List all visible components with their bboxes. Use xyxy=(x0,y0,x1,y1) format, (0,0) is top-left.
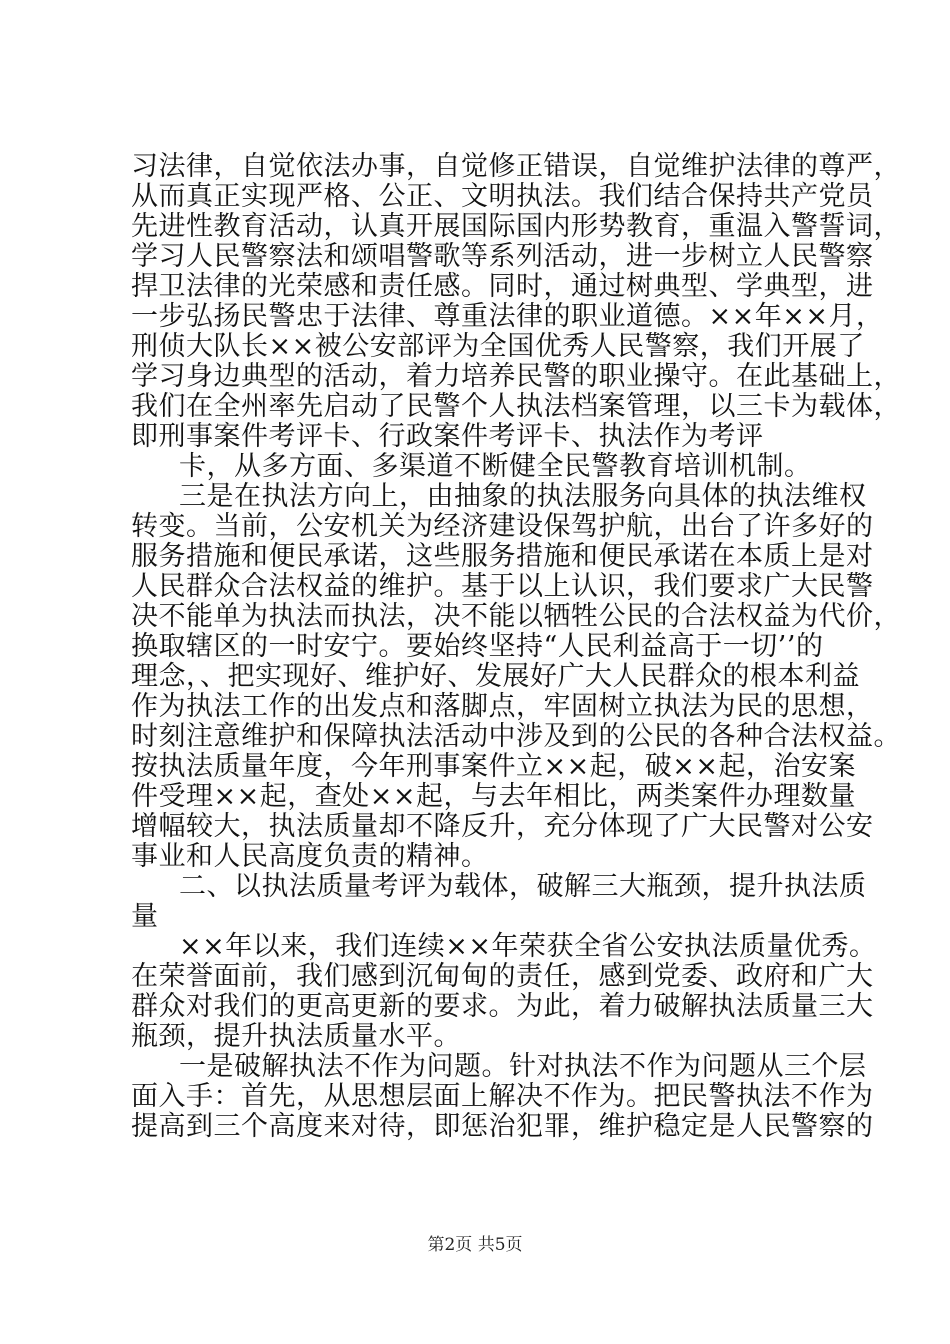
text-line: 一步弘扬民警忠于法律、尊重法律的职业道德。××年××月， xyxy=(131,301,884,332)
text-line: 我们在全州率先启动了民警个人执法档案管理，以三卡为载体， xyxy=(131,391,901,422)
text-line: 事业和人民高度负责的精神。 xyxy=(131,841,489,872)
document-body xyxy=(131,151,901,1142)
text-line: 理念，、把实现好、维护好、发展好广大人民群众的根本利益 xyxy=(131,661,860,692)
text-line: 在荣誉面前，我们感到沉甸甸的责任，感到党委、政府和广大 xyxy=(131,961,874,992)
paragraph-start-line: 一是破解执法不作为问题。针对执法不作为问题从三个层 xyxy=(179,1051,867,1082)
text-line: 卡，从多方面、多渠道不断健全民警教育培训机制。 xyxy=(179,451,812,482)
text-line: 学习人民警察法和颂唱警歌等系列活动，进一步树立人民警察 xyxy=(131,241,874,272)
section-heading-line: 量 xyxy=(131,901,159,932)
text-line: 先进性教育活动，认真开展国际国内形势教育，重温入警誓词， xyxy=(131,211,901,242)
text-line: 按执法质量年度，今年刑事案件立××起，破××起，治安案 xyxy=(131,751,856,782)
text-line: 习法律，自觉依法办事，自觉修正错误，自觉维护法律的尊严， xyxy=(131,151,901,182)
text-line: 时刻注意维护和保障执法活动中涉及到的公民的各种合法权益。 xyxy=(131,721,901,752)
section-heading-line: 二、以执法质量考评为载体，破解三大瓶颈，提升执法质 xyxy=(179,871,867,902)
text-line: 增幅较大，执法质量却不降反升，充分体现了广大民警对公安 xyxy=(131,811,874,842)
text-line: 换取辖区的一时安宁。要始终坚持“人民利益高于一切’’的 xyxy=(131,631,824,662)
text-line: 刑侦大队长××被公安部评为全国优秀人民警察，我们开展了 xyxy=(131,331,865,362)
text-line: 学习身边典型的活动，着力培养民警的职业操守。在此基础上， xyxy=(131,361,901,392)
text-line: 决不能单为执法而执法，决不能以牺牲公民的合法权益为代价， xyxy=(131,601,901,632)
text-line: 服务措施和便民承诺，这些服务措施和便民承诺在本质上是对 xyxy=(131,541,874,572)
text-line: 即刑事案件考评卡、行政案件考评卡、执法作为考评 xyxy=(131,421,764,452)
paragraph-start-line: ××年以来，我们连续××年荣获全省公安执法质量优秀。 xyxy=(179,931,877,962)
text-line: 瓶颈，提升执法质量水平。 xyxy=(131,1021,461,1052)
text-line: 面入手：首先，从思想层面上解决不作为。把民警执法不作为 xyxy=(131,1081,874,1112)
paragraph-start-line: 三是在执法方向上，由抽象的执法服务向具体的执法维权 xyxy=(179,481,867,512)
text-line: 从而真正实现严格、公正、文明执法。我们结合保持共产党员 xyxy=(131,181,874,212)
text-line: 转变。当前，公安机关为经济建设保驾护航，出台了许多好的 xyxy=(131,511,874,542)
page-number-footer: 第2页 共5页 xyxy=(427,1235,523,1255)
text-line: 提高到三个高度来对待，即惩治犯罪，维护稳定是人民警察的 xyxy=(131,1111,874,1142)
text-line: 群众对我们的更高更新的要求。为此，着力破解执法质量三大 xyxy=(131,991,874,1022)
text-line: 作为执法工作的出发点和落脚点，牢固树立执法为民的思想， xyxy=(131,691,874,722)
text-line: 件受理××起，查处××起，与去年相比，两类案件办理数量 xyxy=(131,781,856,812)
text-line: 人民群众合法权益的维护。基于以上认识，我们要求广大民警 xyxy=(131,571,874,602)
text-line: 捍卫法律的光荣感和责任感。同时，通过树典型、学典型，进 xyxy=(131,271,874,302)
